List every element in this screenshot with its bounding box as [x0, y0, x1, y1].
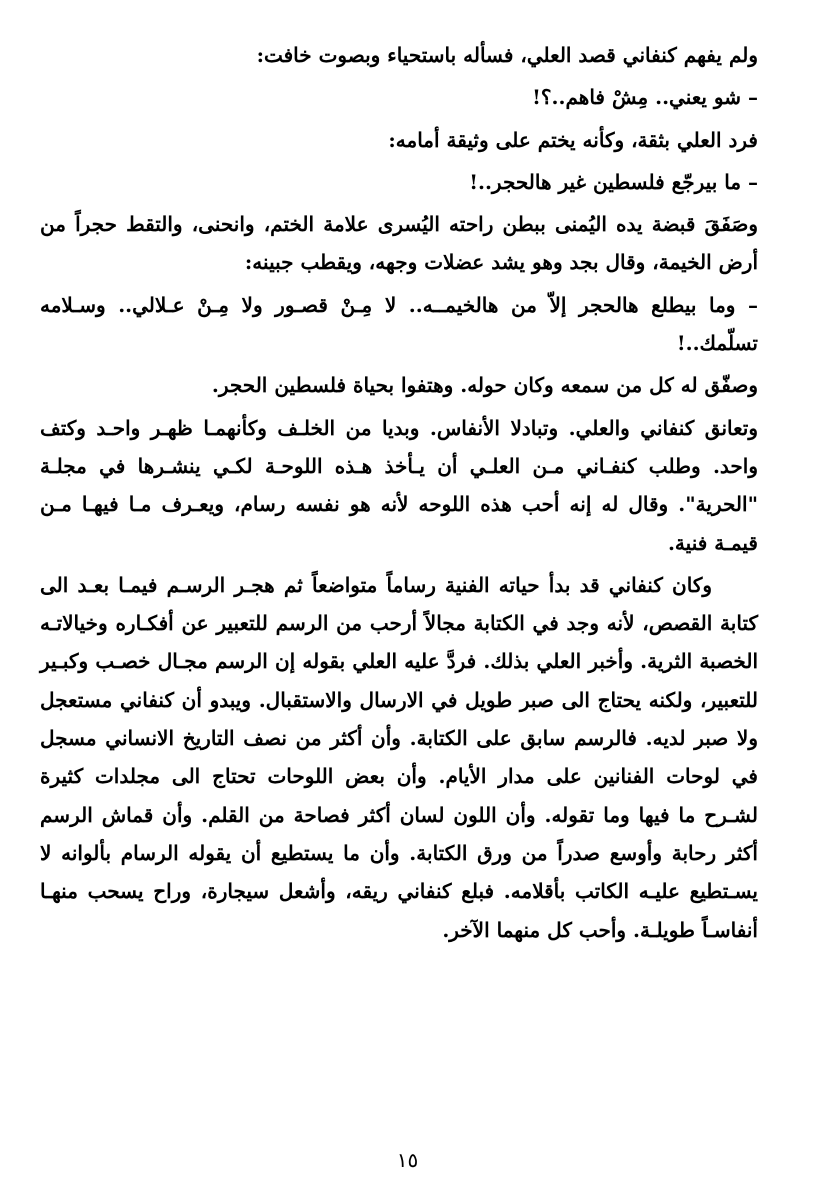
paragraph-3: فرد العلي بثقة، وكأنه يختم على وثيقة أمامه:	[388, 127, 758, 152]
paragraph-1: ولم يفهم كنفاني قصد العلي، فسأله باستحياء وبصوت خافت:	[256, 43, 758, 67]
paragraph-9: وكان كنفاني قد بدأ حياته الفنية رساماً متواضعاً ثم هجـر الرسـم فيمـا بعـد الى كتابة القصص، لأنه وجد في الكتابة مجالاً أرحب من الرسم للتعبير عن أفكـاره وخيالاتـه الخصبة الثرية. وأخبر العلي بذلك. فردَّ عليه العلي بقوله إن الرسم مجـال خصـب وكبـير للتعبير، ولكنه يحتاج الى صبر طويل في الارسال والاستقبال. ويبدو أن كنفاني مستعجل ولا صبر لديه. فالرسم سابق على الكتابة. وأن أكثر من نصف التاريخ الانساني مسجل في لوحات الفنانين على مدار الأيام. وأن بعض اللوحات تحتاج الى مجلدات كثيرة لشـرح ما فيها وما تقوله. وأن اللون لسان أكثر فصاحة من القلم. وأن قماش الرسم أكثر رحابة وأوسع صدراً من ورق الكتابة. وأن ما يستطيع أن يقوله الرسام بألوانه لا يسـتطيع عليـه الكاتب بأقلامه. فبلع كنفاني ريقه، وأشعل سيجارة، وراح يسحب منهـا أنفاسـاً طويلـة. وأحب كل منهما الآخر.	[40, 572, 759, 942]
paragraph-7: وصفّق له كل من سمعه وكان حوله. وهتفوا بحياة فلسطين الحجر.	[211, 373, 758, 398]
page-number: ١٥	[396, 1148, 419, 1172]
paragraph-8: وتعانق كنفاني والعلي. وتبادلا الأنفاس. وبديا من الخلـف وكأنهمـا ظهـر واحـد وكتف واحد. وطلب كنفـاني مـن العلـي أن يـأخذ هـذه اللوحـة لكـي ينشـرها في مجلـة "الحرية". وقال له إنه أحب هذه اللوحه لأنه هو نفسه رسام، ويعـرف مـا فيهـا مـن قيمـة فنية.	[40, 415, 758, 555]
paragraph-6-dialogue: – وما بيطلع هالحجر إلاّ من هالخيمــه.. لا مِـنْ قصـور ولا مِـنْ عـلالي.. وسـلامه تسلّمك..!	[40, 292, 758, 356]
book-page-text	[40, 36, 758, 949]
paragraph-4-dialogue: – ما بيرجّع فلسطين غير هالحجر..!	[469, 169, 758, 194]
paragraph-2-dialogue: – شو يعني.. مِشْ فاهم..؟!	[532, 85, 758, 110]
paragraph-5: وصَفَقَ قبضة يده اليُمنى ببطن راحته اليُسرى علامة الختم، وانحنى، والتقط حجراً من أرض الخيمة، وقال بجد وهو يشد عضلات وجهه، ويقطب جبينه:	[40, 212, 758, 275]
